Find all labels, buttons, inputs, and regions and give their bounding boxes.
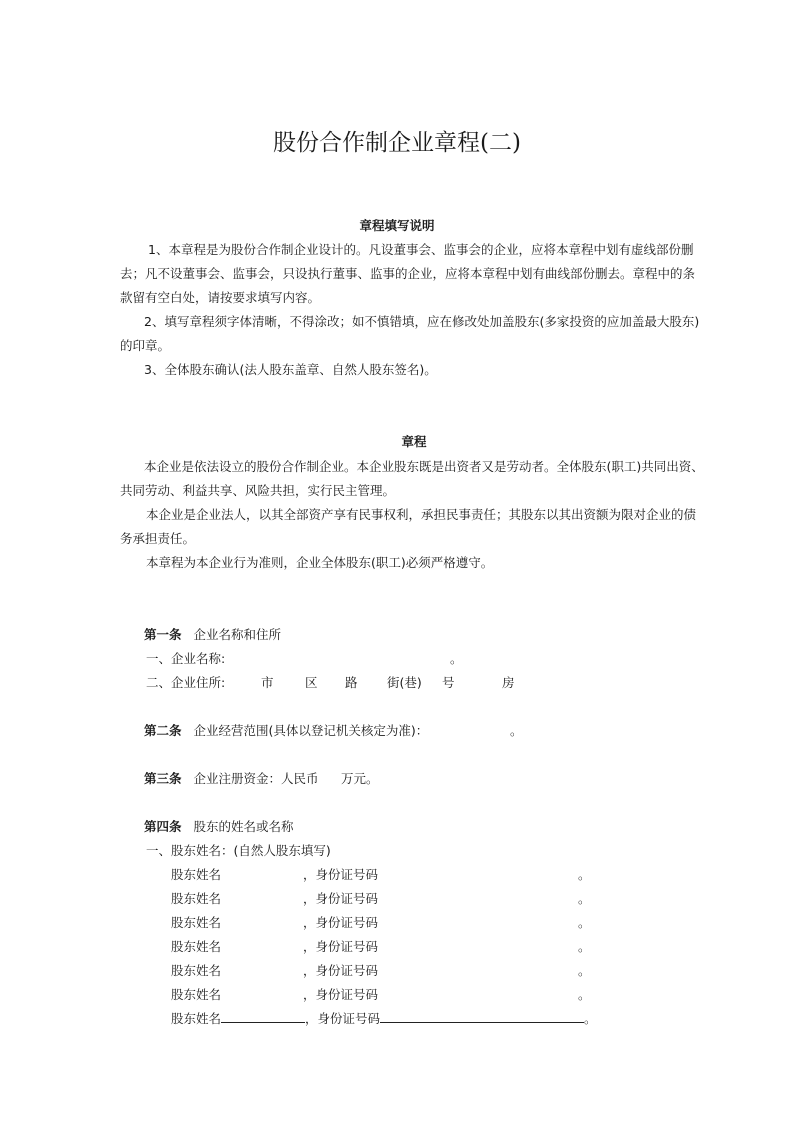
instructions-line: 2、填写章程须字体清晰，不得涂改；如不慎错填，应在修改处加盖股东(多家投资的应加盖最大股东) bbox=[144, 314, 700, 329]
shareholder-id-label: ，身份证号码 bbox=[303, 939, 379, 954]
instructions-heading: 章程填写说明 bbox=[359, 218, 435, 233]
shareholder-name-label: 股东姓名 bbox=[171, 867, 222, 882]
article-3-text: 企业注册资金：人民币 bbox=[193, 771, 319, 786]
shareholder-row-end: 。 bbox=[578, 987, 591, 1002]
charter-heading: 章程 bbox=[401, 434, 427, 449]
address-part-street: 街(巷) bbox=[387, 675, 422, 690]
shareholder-name-label: 股东姓名 bbox=[171, 915, 222, 930]
charter-line: 共同劳动、利益共享、风险共担，实行民主管理。 bbox=[120, 483, 396, 498]
shareholder-row-end: 。 bbox=[578, 963, 591, 978]
shareholder-row-end: 。 bbox=[578, 891, 591, 906]
article-4-heading bbox=[144, 817, 293, 835]
instructions-line: 去；凡不设董事会、监事会，只设执行董事、监事的企业，应将本章程中划有曲线部份删去。章程中的条 bbox=[120, 266, 696, 281]
charter-line: 本章程为本企业行为准则，企业全体股东(职工)必须严格遵守。 bbox=[146, 555, 494, 570]
shareholder-id-label: ，身份证号码 bbox=[303, 915, 379, 930]
shareholder-id-blank bbox=[380, 1010, 584, 1023]
article-3-label: 第三条 bbox=[144, 771, 182, 786]
shareholder-name-label: 股东姓名 bbox=[171, 987, 222, 1002]
charter-line: 本企业是企业法人，以其全部资产享有民事权利，承担民事责任；其股东以其出资额为限对企业的债 bbox=[146, 507, 697, 522]
shareholder-row-end: 。 bbox=[578, 915, 591, 930]
shareholder-row-end: 。 bbox=[578, 867, 591, 882]
address-part-road: 路 bbox=[345, 675, 358, 690]
shareholder-id-label: ，身份证号码 bbox=[305, 1011, 381, 1026]
article-1-label: 第一条 bbox=[144, 627, 182, 642]
shareholder-name-blank bbox=[221, 1010, 305, 1023]
shareholder-id-label: ，身份证号码 bbox=[303, 867, 379, 882]
charter-line: 务承担责任。 bbox=[120, 531, 196, 546]
page-title: 股份合作制企业章程(二) bbox=[273, 130, 521, 156]
article-1-title: 企业名称和住所 bbox=[193, 627, 281, 642]
article-4-subheading: 一、股东姓名：(自然人股东填写) bbox=[146, 843, 331, 858]
article-3-unit: 万元。 bbox=[341, 771, 379, 786]
article-2 bbox=[144, 721, 428, 739]
instructions-line: 1、本章程是为股份合作制企业设计的。凡设董事会、监事会的企业，应将本章程中划有虚线部份删 bbox=[148, 242, 694, 257]
company-name-end: 。 bbox=[450, 651, 463, 666]
company-address-prefix: 二、企业住所: bbox=[146, 675, 226, 690]
article-4-title: 股东的姓名或名称 bbox=[193, 819, 294, 834]
shareholder-row-end: 。 bbox=[584, 1011, 597, 1026]
article-2-text: 企业经营范围(具体以登记机关核定为准)： bbox=[193, 723, 429, 738]
shareholder-id-label: ，身份证号码 bbox=[303, 891, 379, 906]
address-part-number: 号 bbox=[442, 675, 455, 690]
instructions-line: 3、全体股东确认(法人股东盖章、自然人股东签名)。 bbox=[144, 362, 437, 377]
address-part-district: 区 bbox=[305, 675, 318, 690]
charter-line: 本企业是依法设立的股份合作制企业。本企业股东既是出资者又是劳动者。全体股东(职工)共同出资、 bbox=[144, 459, 704, 474]
address-part-city: 市 bbox=[261, 675, 274, 690]
article-3 bbox=[144, 769, 318, 787]
shareholder-name-label: 股东姓名 bbox=[171, 891, 222, 906]
company-name-prefix: 一、企业名称: bbox=[146, 651, 226, 666]
shareholder-name-label: 股东姓名 bbox=[171, 1011, 222, 1026]
address-part-room: 房 bbox=[502, 675, 515, 690]
shareholder-name-label: 股东姓名 bbox=[171, 939, 222, 954]
article-2-label: 第二条 bbox=[144, 723, 182, 738]
shareholder-id-label: ，身份证号码 bbox=[303, 987, 379, 1002]
shareholder-row-underlined bbox=[171, 1009, 597, 1027]
instructions-line: 的印章。 bbox=[120, 338, 171, 353]
instructions-line: 款留有空白处，请按要求填写内容。 bbox=[120, 290, 321, 305]
article-2-end: 。 bbox=[510, 723, 523, 738]
shareholder-row-end: 。 bbox=[578, 939, 591, 954]
article-1-heading bbox=[144, 625, 281, 643]
shareholder-id-label: ，身份证号码 bbox=[303, 963, 379, 978]
article-4-label: 第四条 bbox=[144, 819, 182, 834]
shareholder-name-label: 股东姓名 bbox=[171, 963, 222, 978]
